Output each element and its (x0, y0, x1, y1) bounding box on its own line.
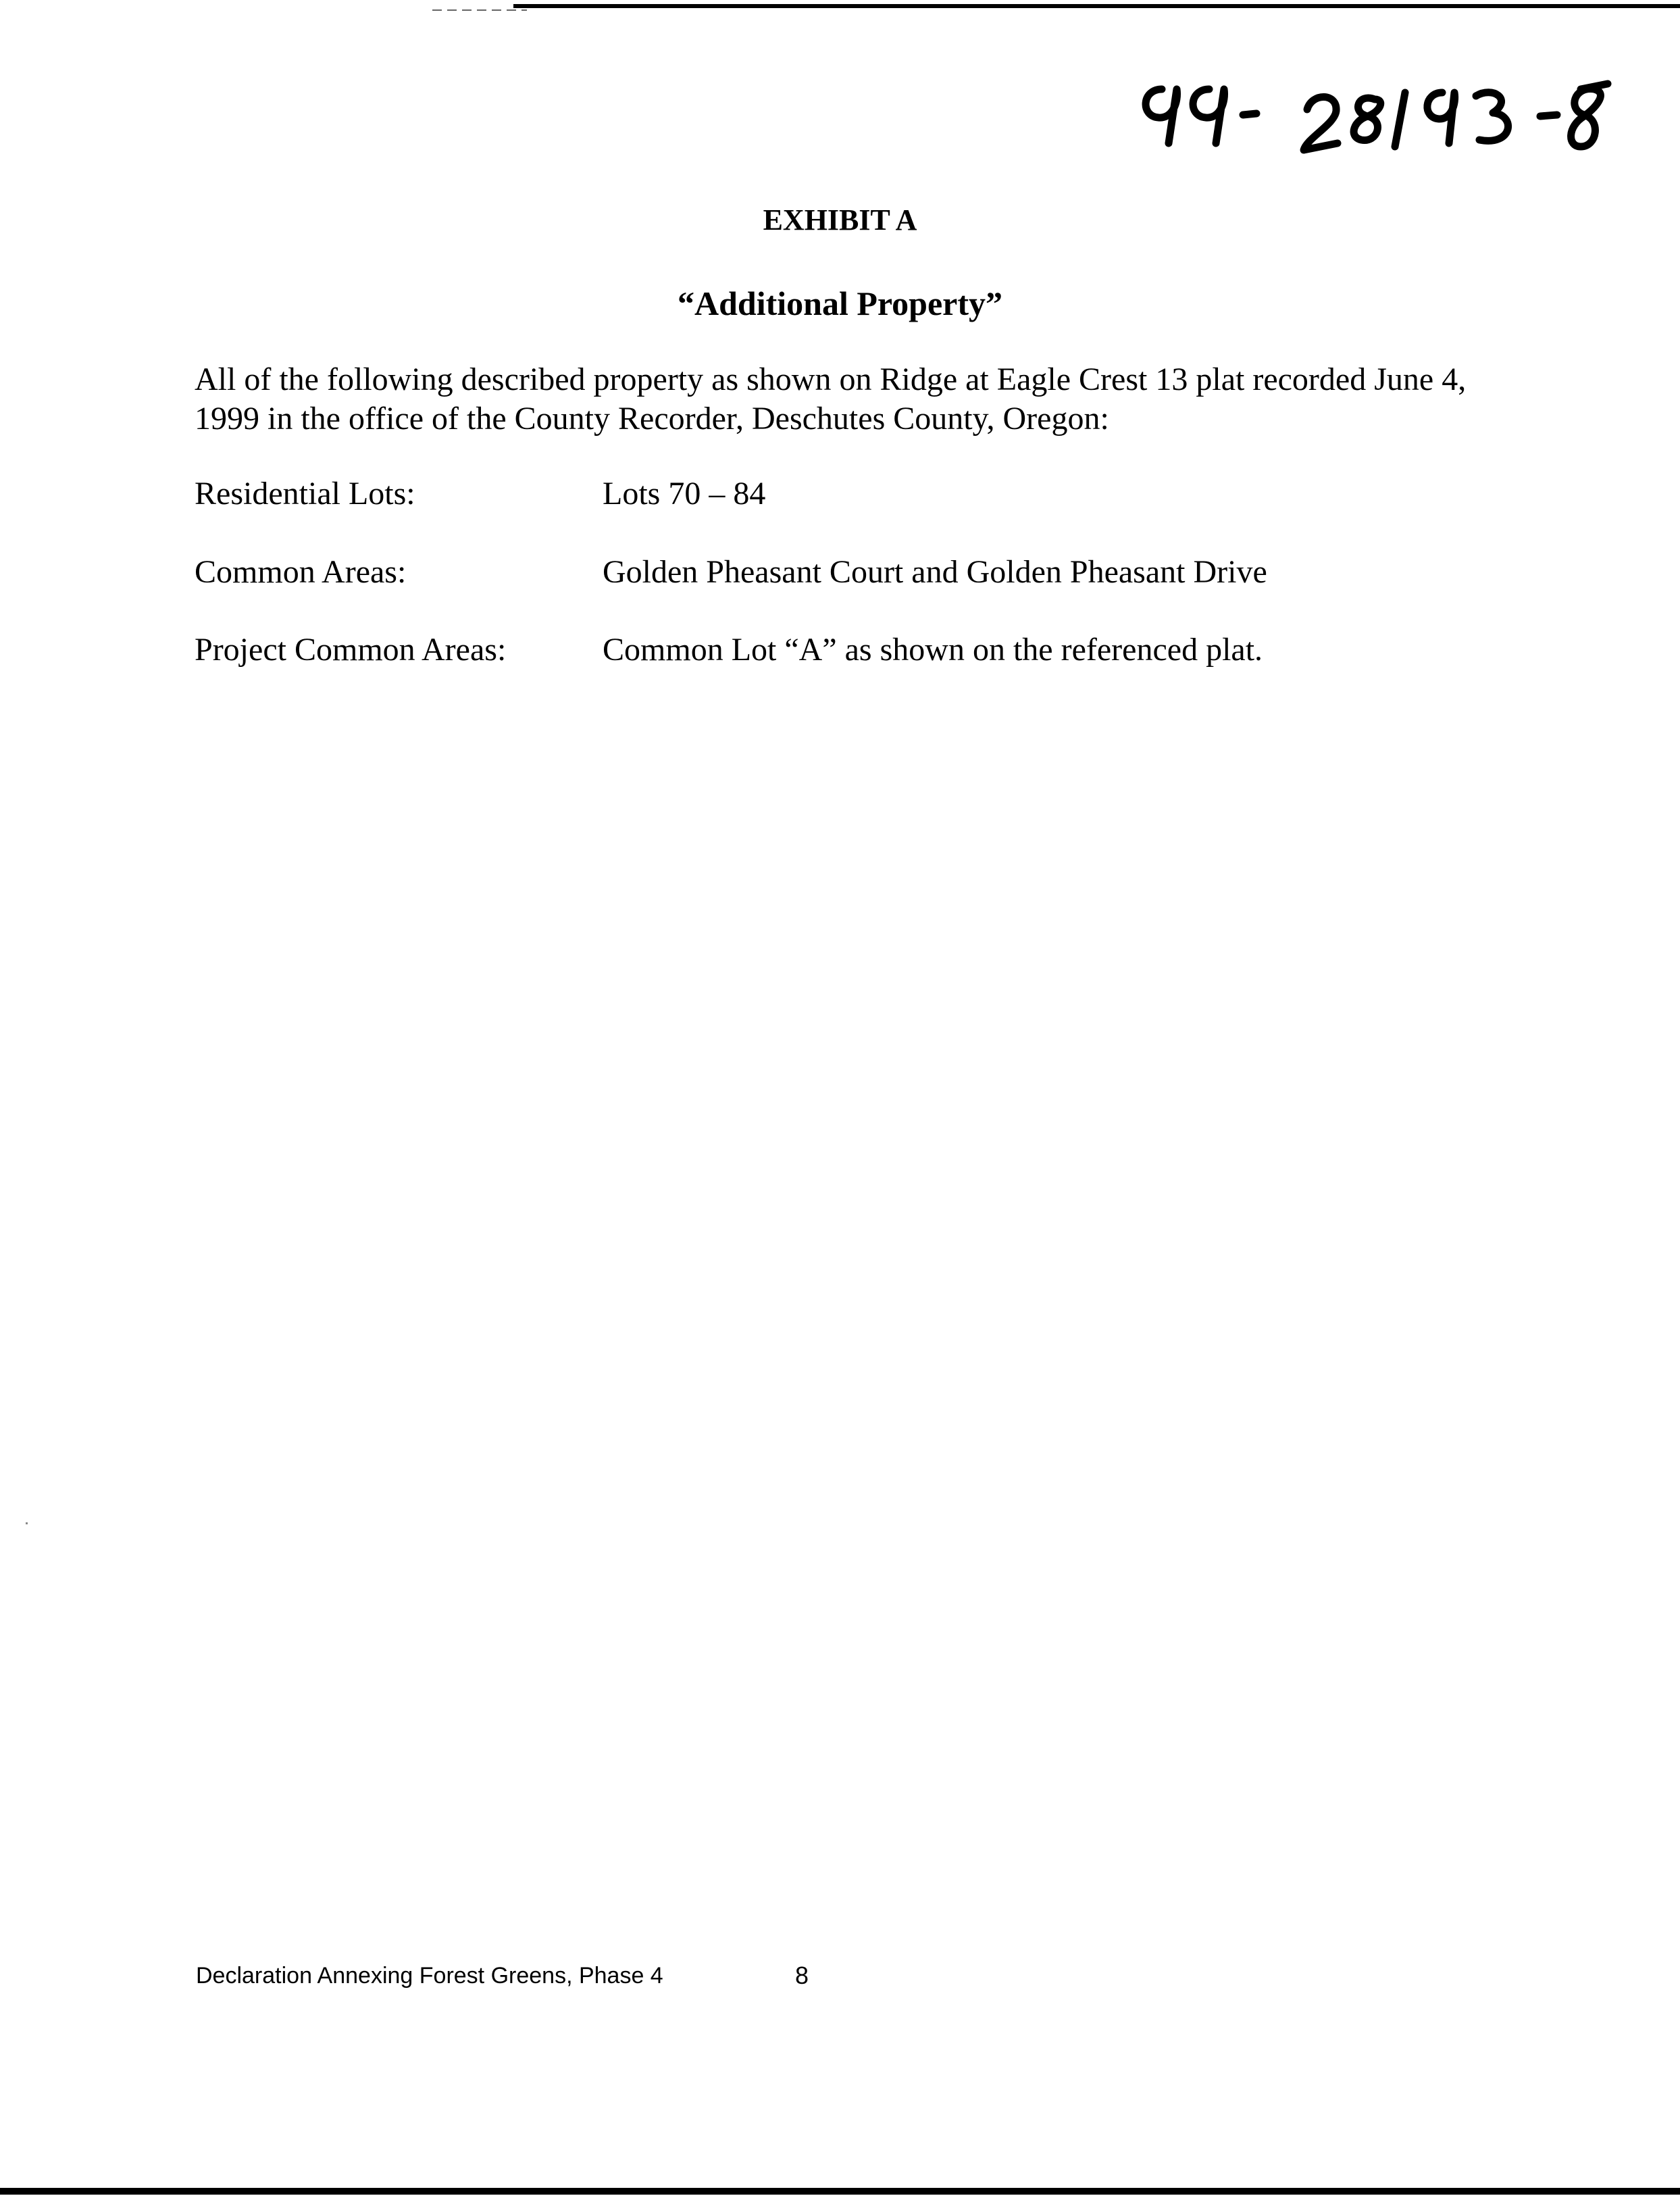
top-border-dashes (432, 9, 527, 11)
property-row-project-common-areas (195, 630, 1546, 671)
property-row-residential-lots (195, 474, 1546, 515)
row-value: Golden Pheasant Court and Golden Pheasant Drive (603, 554, 1267, 590)
row-label: Residential Lots: (195, 476, 415, 511)
bottom-border-line (0, 2188, 1680, 2195)
exhibit-subtitle-text: “Additional Property” (677, 284, 1003, 322)
handwritten-document-number (1135, 62, 1621, 164)
exhibit-subtitle (0, 284, 1680, 323)
row-value: Common Lot “A” as shown on the referenced plat. (603, 632, 1263, 668)
intro-paragraph: All of the following described property as shown on Ridge at Eagle Crest 13 plat recorded June 4, 1999 in the office of the County Recorder, Deschutes County, Oregon: (195, 361, 1467, 436)
exhibit-title (0, 203, 1680, 237)
footer-document-title: Declaration Annexing Forest Greens, Phase 4 (196, 1963, 663, 1989)
row-label: Project Common Areas: (195, 632, 507, 668)
exhibit-title-text: EXHIBIT A (763, 203, 917, 236)
handwritten-number-drawing (1135, 62, 1621, 164)
property-row-common-areas (195, 553, 1546, 593)
scan-speck (26, 1522, 28, 1524)
row-label: Common Areas: (195, 554, 407, 590)
top-border-line (513, 4, 1680, 8)
row-value: Lots 70 – 84 (603, 476, 766, 511)
footer-page-number: 8 (795, 1962, 809, 1989)
